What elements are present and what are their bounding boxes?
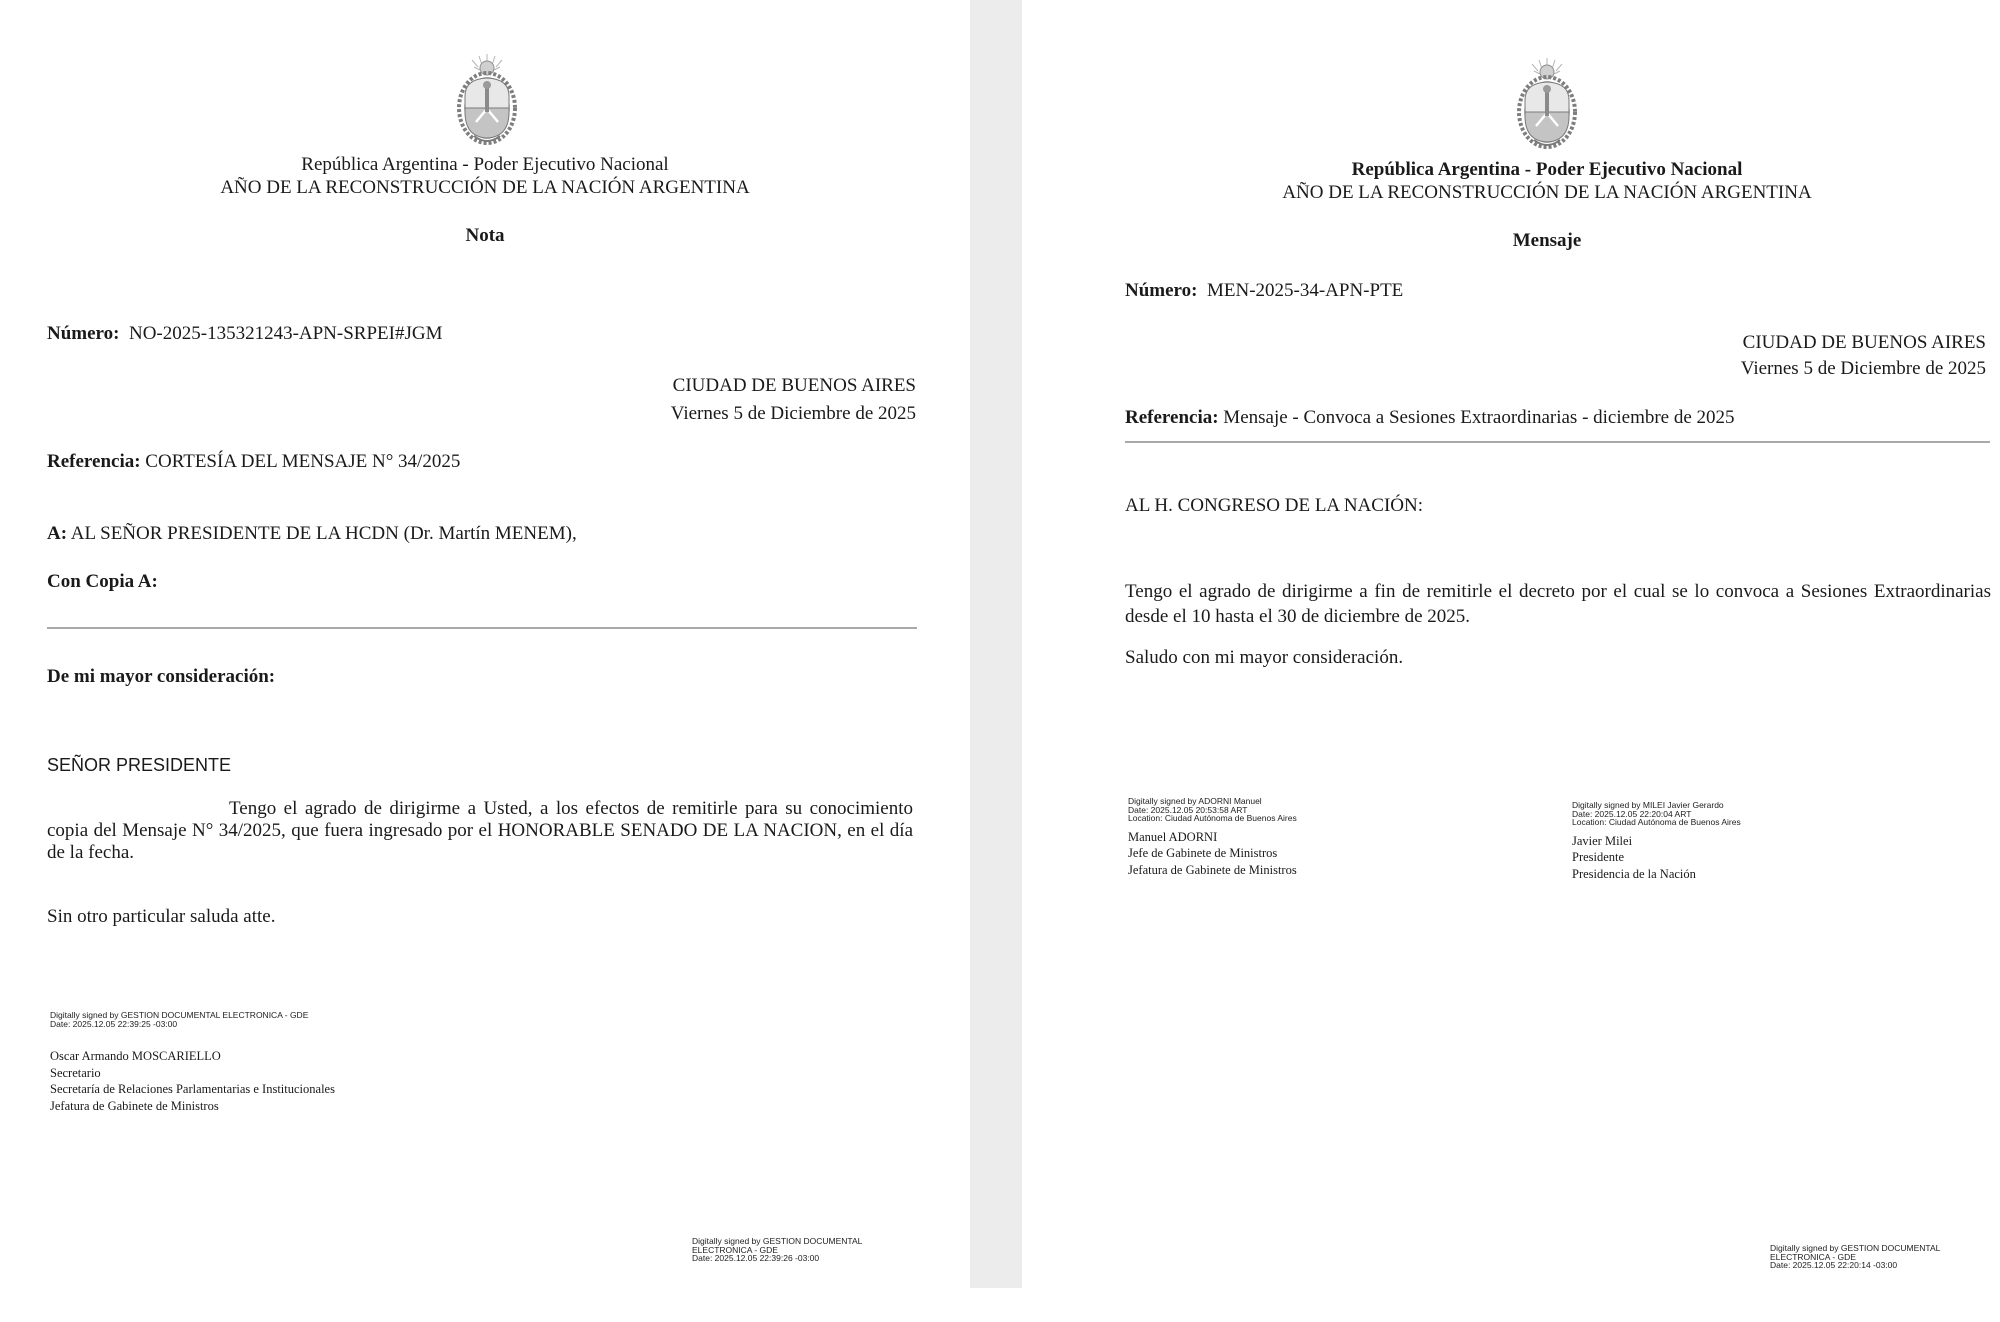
referencia-label: Referencia: — [1125, 407, 1219, 428]
document-type: Mensaje — [1512, 230, 1582, 251]
divider — [1125, 441, 1990, 443]
signer-title: Secretario — [50, 1065, 101, 1080]
footer-stamp-line: ELECTRONICA - GDE — [1770, 1251, 1856, 1262]
footer-stamp-line: Date: 2025.12.05 22:39:26 -03:00 — [692, 1253, 820, 1263]
signature-stamp-line: Digitally signed by GESTION DOCUMENTAL ELECTRONICA - GDE — [50, 1010, 309, 1020]
signer-office: Presidencia de la Nación — [1572, 866, 1696, 881]
signature-block-left — [1128, 797, 1297, 878]
referencia-value: CORTESÍA DEL MENSAJE N° 34/2025 — [145, 451, 461, 472]
greeting: De mi mayor consideración: — [47, 666, 276, 687]
footer-stamp-line: Digitally signed by GESTION DOCUMENTAL — [692, 1236, 863, 1246]
numero-line — [1125, 279, 1403, 303]
signer-office: Jefatura de Gabinete de Ministros — [1128, 862, 1297, 877]
signature-stamp-line: Date: 2025.12.05 22:39:25 -03:00 — [50, 1018, 178, 1029]
referencia-value: Mensaje - Convoca a Sesiones Extraordinarias - diciembre de 2025 — [1223, 407, 1735, 428]
header-year-motto: AÑO DE LA RECONSTRUCCIÓN DE LA NACIÓN ARGENTINA — [1282, 182, 1812, 203]
body-paragraph: Tengo el agrado de dirigirme a fin de remitirle el decreto por el cual se lo convoca a Sesiones Extraordinarias desde el 10 hasta el 30 de diciembre de 2025. — [1125, 581, 1991, 627]
copy-to-label: Con Copia A: — [47, 571, 158, 592]
bottom-margin — [0, 1288, 2000, 1322]
signature-stamp-line: Digitally signed by ADORNI Manuel — [1128, 796, 1262, 806]
referencia-line — [1125, 406, 1735, 430]
header-institution: República Argentina - Poder Ejecutivo Nacional — [301, 154, 669, 175]
header-year-motto: AÑO DE LA RECONSTRUCCIÓN DE LA NACIÓN ARGENTINA — [220, 177, 750, 198]
signature-block-right — [1572, 801, 1741, 882]
footer-stamp-line: Digitally signed by GESTION DOCUMENTAL — [1770, 1243, 1941, 1253]
numero-value: NO-2025-135321243-APN-SRPEI#JGM — [128, 323, 443, 344]
signature-stamp-line: Location: Ciudad Autónoma de Buenos Aires — [1128, 813, 1297, 823]
body-paragraph: Tengo el agrado de dirigirme a Usted, a los efectos de remitirle para su conocimiento copia del Mensaje N° 34/2025, que fuera ingresado por el HONORABLE SENADO DE LA NACION, en el día de la fecha. — [47, 798, 913, 863]
numero-line — [47, 322, 442, 346]
date: Viernes 5 de Diciembre de 2025 — [670, 403, 916, 424]
signer-title: Jefe de Gabinete de Ministros — [1128, 846, 1278, 860]
signature-stamp-line: Location: Ciudad Autónoma de Buenos Aires — [1572, 817, 1741, 827]
signer-name: Oscar Armando MOSCARIELLO — [50, 1049, 221, 1063]
footer-stamp-line: Date: 2025.12.05 22:20:14 -03:00 — [1770, 1260, 1898, 1270]
signer-office: Secretaría de Relaciones Parlamentarias e Institucionales — [50, 1082, 335, 1096]
signer-office: Jefatura de Gabinete de Ministros — [50, 1098, 219, 1113]
closing: Saludo con mi mayor consideración. — [1125, 647, 1404, 668]
header-institution: República Argentina - Poder Ejecutivo Nacional — [1351, 159, 1743, 180]
referencia-line — [47, 450, 460, 474]
signature-stamp — [50, 1011, 308, 1028]
argentina-coat-of-arms-icon — [1512, 56, 1582, 152]
addressee-label: A: — [47, 523, 68, 544]
document-page-mensaje — [1022, 0, 2000, 1288]
date: Viernes 5 de Diciembre de 2025 — [1740, 358, 1986, 379]
document-page-nota — [0, 0, 970, 1288]
closing: Sin otro particular saluda atte. — [47, 906, 276, 927]
footer-stamp-line: ELECTRONICA - GDE — [692, 1244, 778, 1255]
signature-stamp-line: Date: 2025.12.05 22:20:04 ART — [1572, 808, 1692, 819]
referencia-label: Referencia: — [47, 451, 141, 472]
city: CIUDAD DE BUENOS AIRES — [1742, 332, 1986, 353]
city: CIUDAD DE BUENOS AIRES — [672, 375, 916, 396]
signer-name: Javier Milei — [1572, 833, 1633, 848]
argentina-coat-of-arms-icon — [452, 52, 522, 148]
addressee-value: AL SEÑOR PRESIDENTE DE LA HCDN (Dr. Martín MENEM), — [70, 523, 577, 544]
addressee-line — [47, 522, 577, 546]
footer-stamp — [692, 1237, 862, 1263]
addressee: AL H. CONGRESO DE LA NACIÓN: — [1125, 495, 1424, 516]
numero-label: Número: — [1125, 280, 1198, 301]
signer-title: Presidente — [1572, 850, 1625, 864]
signer-block — [50, 1048, 335, 1114]
document-type: Nota — [465, 225, 505, 246]
footer-stamp — [1770, 1244, 1940, 1270]
divider — [47, 627, 917, 629]
numero-value: MEN-2025-34-APN-PTE — [1206, 280, 1404, 301]
signature-stamp-line: Date: 2025.12.05 20:53:58 ART — [1128, 804, 1248, 815]
signature-stamp-line: Digitally signed by MILEI Javier Gerardo — [1572, 800, 1724, 810]
numero-label: Número: — [47, 323, 120, 344]
signer-name: Manuel ADORNI — [1128, 829, 1218, 844]
salutation: SEÑOR PRESIDENTE — [47, 755, 232, 775]
page-gutter — [970, 0, 1024, 1288]
